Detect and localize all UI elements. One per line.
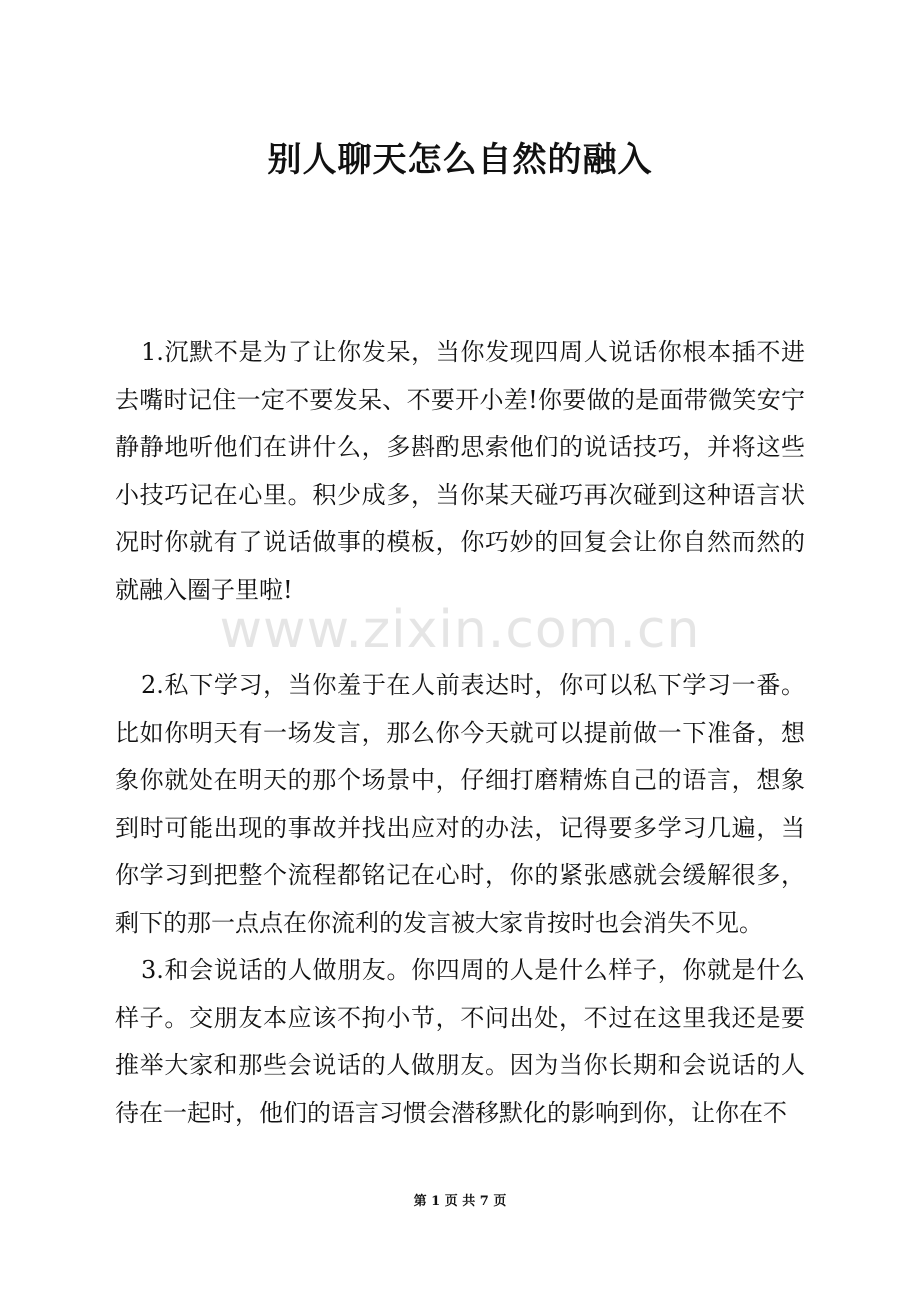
paragraph-2: 2.私下学习，当你羞于在人前表达时，你可以私下学习一番。比如你明天有一场发言，那么你今天就可以提前做一下准备，想象你就处在明天的那个场景中，仔细打磨精炼自己的语言，想象到时可能出现的事故并找出应对的办法，记得要多学习几遍，当你学习到把整个流程都铭记在心时，你的紧张感就会缓解很多，剩下的那一点点在你流利的发言被大家肯按时也会消失不见。: [115, 671, 805, 937]
watermark: www.zixin.com.cn: [219, 600, 701, 660]
document-title: 别人聊天怎么自然的融入: [267, 140, 653, 180]
page-footer: 第 1 页 共 7 页: [413, 1194, 507, 1209]
paragraph-1: 1.沉默不是为了让你发呆，当你发现四周人说话你根本插不进去嘴时记住一定不要发呆、不要开小差!你要做的是面带微笑安宁静静地听他们在讲什么，多斟酌思索他们的说话技巧，并将这些小技巧记在心里。积少成多，当你某天碰巧再次碰到这种语言状况时你就有了说话做事的模板，你巧妙的回复会让你自然而然的就融入圈子里啦!: [115, 338, 805, 604]
paragraph-2-container: [115, 662, 805, 947]
paragraph-3: 3.和会说话的人做朋友。你四周的人是什么样子，你就是什么样子。交朋友本应该不拘小节，不问出处，不过在这里我还是要推举大家和那些会说话的人做朋友。因为当你长期和会说话的人待在一起时，他们的语言习惯会潜移默化的影响到你，让你在不: [115, 956, 805, 1127]
paragraph-1-container: [115, 329, 805, 614]
paragraph-3-container: [115, 947, 805, 1137]
